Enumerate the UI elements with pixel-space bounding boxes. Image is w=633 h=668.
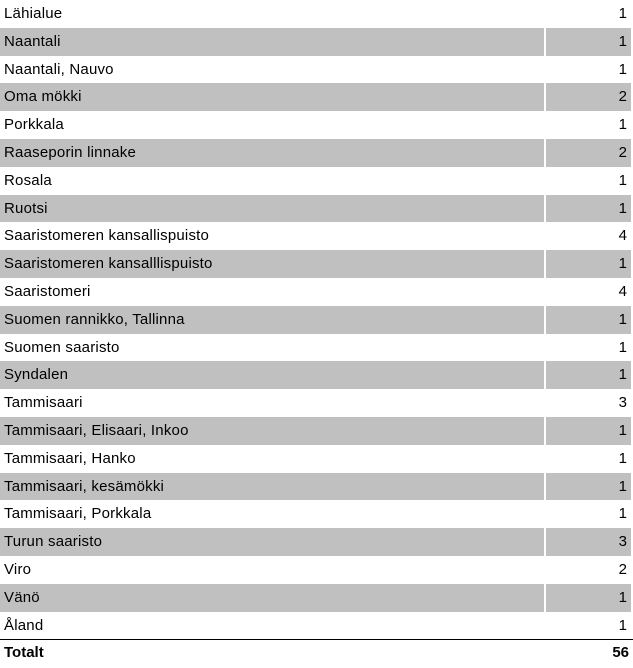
total-row — [0, 639, 633, 668]
table-row — [0, 167, 633, 195]
row-label: Porkkala — [4, 116, 64, 134]
row-count: 1 — [546, 584, 631, 612]
table-row — [0, 528, 633, 556]
row-count: 1 — [546, 250, 631, 278]
row-count: 1 — [618, 116, 627, 134]
row-count: 1 — [618, 60, 627, 78]
row-count: 1 — [618, 338, 627, 356]
row-count: 2 — [618, 560, 627, 578]
total-label: Totalt — [4, 644, 44, 662]
table-row — [0, 389, 633, 417]
table-row — [0, 139, 633, 167]
row-label: Saaristomeren kansallispuisto — [4, 227, 210, 245]
row-count: 1 — [546, 361, 631, 389]
row-label: Tammisaari, Hanko — [4, 449, 136, 467]
row-count: 1 — [618, 505, 627, 523]
row-count: 1 — [618, 616, 627, 634]
row-count: 3 — [618, 394, 627, 412]
table-row — [0, 361, 633, 389]
row-label: Suomen saaristo — [4, 338, 120, 356]
row-label: Ruotsi — [0, 195, 544, 223]
table-row — [0, 306, 633, 334]
row-count: 1 — [546, 195, 631, 223]
row-label: Naantali, Nauvo — [4, 60, 114, 78]
row-count: 1 — [546, 473, 631, 501]
row-label: Saaristomeren kansalllispuisto — [0, 250, 544, 278]
row-label: Turun saaristo — [0, 528, 544, 556]
table-row — [0, 56, 633, 84]
row-count: 4 — [618, 227, 627, 245]
table-row — [0, 83, 633, 111]
table-row — [0, 500, 633, 528]
row-count: 1 — [546, 28, 631, 56]
table-row — [0, 556, 633, 584]
table-row — [0, 278, 633, 306]
row-label: Oma mökki — [0, 83, 544, 111]
table-row — [0, 612, 633, 640]
table-row — [0, 195, 633, 223]
row-label: Lähialue — [4, 5, 63, 22]
table-row — [0, 0, 633, 28]
row-count: 1 — [618, 5, 627, 22]
table-row — [0, 28, 633, 56]
table-row — [0, 250, 633, 278]
table-row — [0, 222, 633, 250]
table-row — [0, 334, 633, 362]
row-label: Viro — [4, 560, 32, 578]
table-row — [0, 445, 633, 473]
row-label: Suomen rannikko, Tallinna — [0, 306, 544, 334]
row-label: Saaristomeri — [4, 282, 91, 300]
row-label: Åland — [4, 616, 44, 634]
row-label: Vänö — [0, 584, 544, 612]
row-count: 1 — [618, 449, 627, 467]
row-label: Tammisaari — [4, 394, 83, 412]
row-count: 2 — [546, 139, 631, 167]
row-label: Naantali — [0, 28, 544, 56]
table-row — [0, 417, 633, 445]
row-label: Tammisaari, Porkkala — [4, 505, 152, 523]
table-row — [0, 473, 633, 501]
row-label: Syndalen — [0, 361, 544, 389]
row-count: 2 — [546, 83, 631, 111]
table-row — [0, 584, 633, 612]
row-label: Raaseporin linnake — [0, 139, 544, 167]
row-count: 1 — [546, 306, 631, 334]
total-count: 56 — [612, 644, 629, 662]
row-label: Tammisaari, kesämökki — [0, 473, 544, 501]
row-count: 3 — [546, 528, 631, 556]
table-row — [0, 111, 633, 139]
row-count: 1 — [618, 171, 627, 189]
row-count: 1 — [546, 417, 631, 445]
row-count: 4 — [618, 282, 627, 300]
row-label: Tammisaari, Elisaari, Inkoo — [0, 417, 544, 445]
row-label: Rosala — [4, 171, 52, 189]
